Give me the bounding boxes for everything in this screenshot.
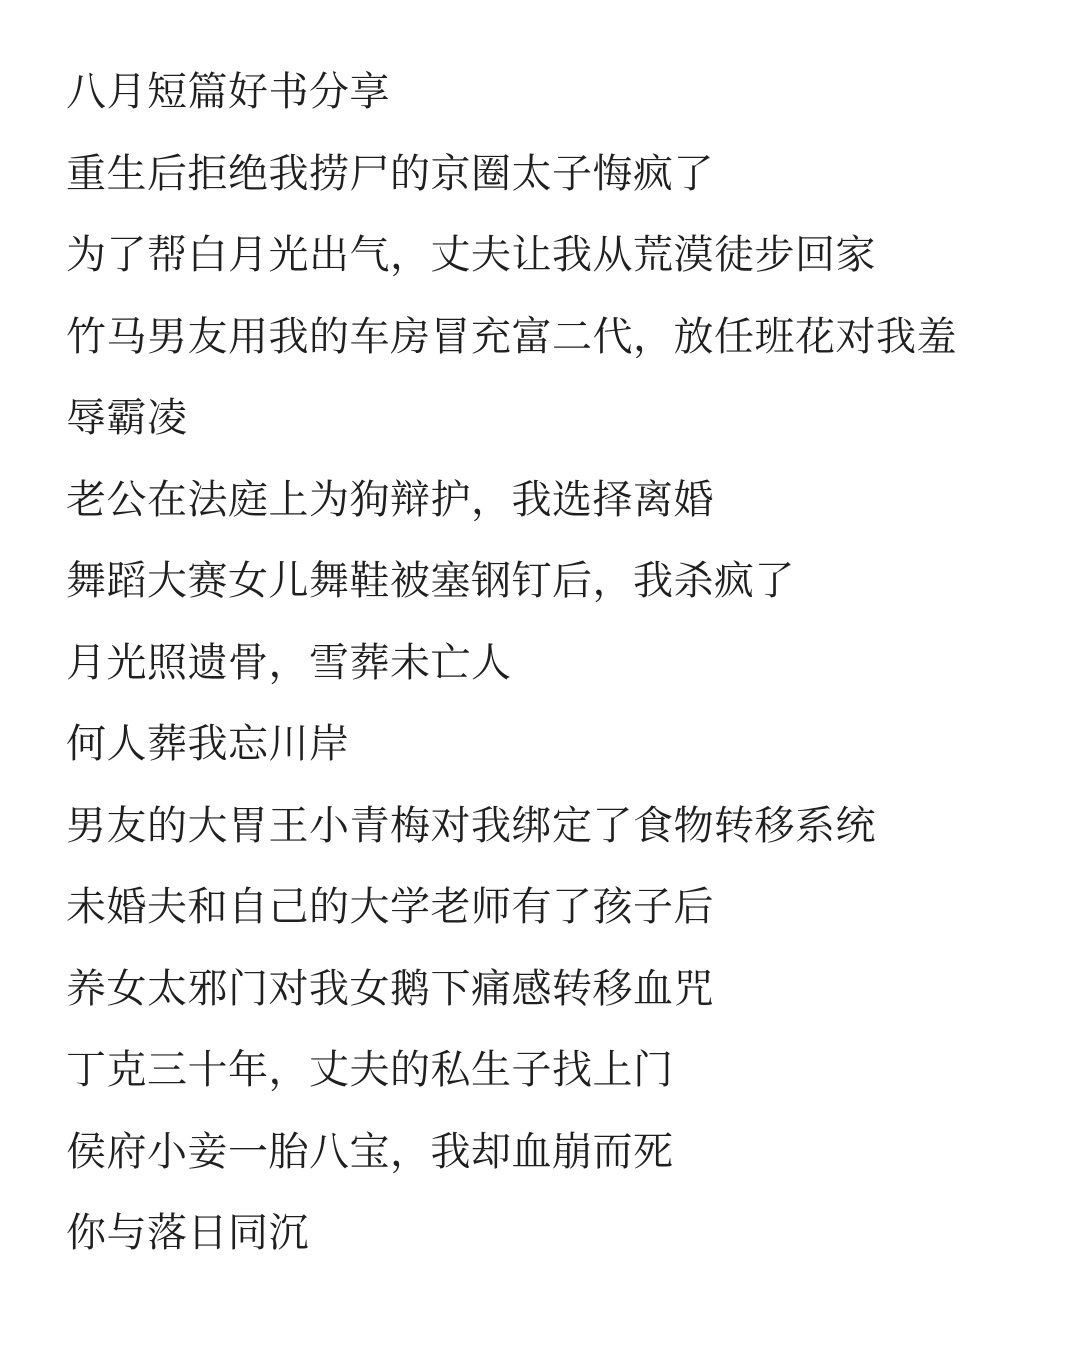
list-item: 丁克三十年，丈夫的私生子找上门: [66, 1047, 674, 1093]
list-item: 何人葬我忘川岸: [66, 721, 350, 767]
list-item: 舞蹈大赛女儿舞鞋被塞钢钉后，我杀疯了: [66, 558, 795, 604]
post-title: 八月短篇好书分享: [66, 69, 390, 115]
list-item: 月光照遗骨，雪葬未亡人: [66, 639, 512, 686]
list-item: 为了帮白月光出气，丈夫让我从荒漠徒步回家: [66, 232, 876, 278]
list-item: 重生后拒绝我捞尸的京圈太子悔疯了: [66, 150, 714, 197]
list-item: 老公在法庭上为狗辩护，我选择离婚: [66, 476, 714, 523]
list-item: 你与落日同沉: [66, 1210, 309, 1256]
list-item: 竹马男友用我的车房冒充富二代，放任班花对我羞: [66, 313, 957, 360]
list-item: 辱霸凌: [66, 395, 188, 441]
book-list-post: [66, 52, 1066, 1275]
list-item: 未婚夫和自己的大学老师有了孩子后: [66, 884, 714, 930]
list-item: 养女太邪门对我女鹅下痛感转移血咒: [66, 965, 714, 1012]
list-item: 男友的大胃王小青梅对我绑定了食物转移系统: [66, 802, 876, 849]
list-item: 侯府小妾一胎八宝，我却血崩而死: [66, 1128, 674, 1175]
